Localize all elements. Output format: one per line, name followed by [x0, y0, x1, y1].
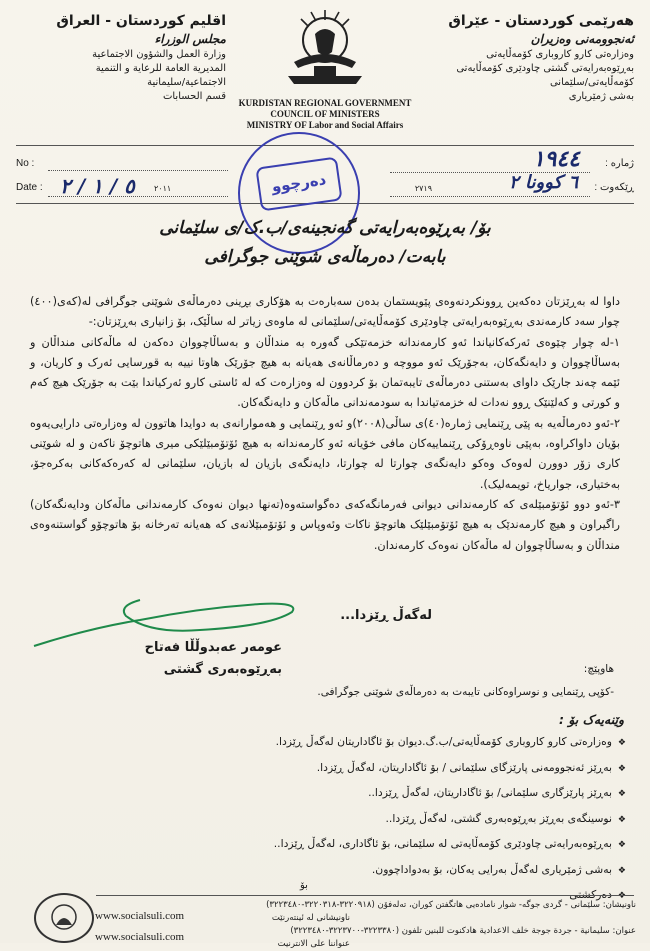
header-kurdish-line: بەشی ژمێریاری	[568, 91, 634, 102]
date-hand-right: ٦ کوونا ٢	[509, 172, 578, 193]
footer-divider	[96, 895, 634, 896]
body-intro: داوا لە بەڕێزتان دەکەین ڕوونکردنەوەی پێویستمان بدەن سەبارەت بە هۆکاری بڕینی دەرماڵەی شوێنی جوگرافی لە(کەی(٤٠٠) چوار سەد کارمەندی بەڕێوەبەرایەتی چاودێری کۆمەڵایەتی/سلێمانی لە ماوەی زیاتر لە ساڵێک، بۆ زانیاری بەڕێزتان:-	[30, 295, 620, 329]
signatory-role: بەڕێوەبەری گشتی	[163, 662, 282, 677]
date-line	[48, 196, 228, 197]
header-arabic-line: قسم الحسابات	[162, 91, 226, 102]
header-en-council: COUNCIL OF MINISTERS	[270, 109, 380, 119]
footer-line1: ناونیشان: سلێمانی - گردی جوگە- شوار نامادەیی هاتگفتن کوران، تەلەفۆن (٣٢٢٠٩١٨-٣٢٢٠٣١٨-٣٢٢٣٤٨٠)	[266, 900, 636, 910]
footer-website-2[interactable]: www.socialsuli.com	[95, 931, 185, 943]
header-kurdish-line: وەزارەتی کارو کاروباری کۆمەڵایەتی	[486, 49, 634, 60]
header-center	[225, 6, 425, 131]
cc-item: ❖نوسینگەی بەڕێز بەڕێوەبەری گشتی، لەگەڵ ڕێزدا..	[186, 807, 626, 833]
date-label: Date :	[16, 182, 43, 193]
header-kurdish-line: کۆمەڵایەتی/سلێمانی	[549, 77, 634, 88]
letter-recipient: بۆ/ بەڕێوەبەرایەتی گەنجینەی/ب.ک/ی سلێمانی	[159, 218, 491, 238]
header-arabic-line: الاجتماعية/سليمانية	[147, 77, 226, 88]
cc-item: ❖بەڕێوەبەرایەتی چاودێری کۆمەڵایەتی لە سلێمانی، بۆ ئاگاداری، لەگەڵ ڕێزدا..	[186, 832, 626, 858]
bullet-icon: ❖	[617, 891, 626, 901]
footer-web-label-ku: ناونیشانی لە ئینتەرنێت	[271, 913, 350, 923]
cc-list	[186, 730, 626, 909]
krg-emblem-icon	[280, 6, 370, 94]
no-hand: ١٩٤٤	[532, 146, 580, 172]
header-kurdish-line: بەڕێوەبەرایەتی گشتی چاودێری کۆمەڵایەتی	[456, 63, 634, 74]
ar-date-line	[390, 196, 590, 197]
header-en-ministry: MINISTRY OF Labor and Social Affairs	[246, 120, 404, 130]
letter-body	[30, 292, 620, 556]
bullet-icon: ❖	[617, 840, 626, 850]
body-point-1: ١-لە چوار چێوەی ئەرکەکانیاندا ئەو کارمەندانە خزمەتێکی گەورە بە منداڵان و بەساڵاچووان دەکەن لە ماڵەکانی منداڵان و بەساڵاچووان و دایەنگەکان، بەجۆرێک ئەو مووچە و دەرماڵانەی هەیانە بە هیچ جۆرێک هاوتا نییە بە قورسایی ئەرک و کاریان، و ئێمە چەند جارێک داوای بەستنی دەرماڵەی تایبەتمان بۆ کردوون لە وەزارەت کە لە ئاستی کارو ئەرکیاندا بێت بە جۆرێک هیچ کەم و کورتی و کەلێنێک ڕوو نەدات لە خزمەتیاندا بە سودمەندانی ماڵەکان و دایەنگەکان.	[30, 335, 620, 410]
cc-item: ❖وەزارەتی کارو کاروباری کۆمەڵایەتی/ب.گ.دیوان بۆ ئاگاداریتان لەگەڵ ڕێزدا.	[186, 730, 626, 756]
ar-date-print: ٢٧١٩	[414, 184, 432, 193]
no-label: No :	[16, 158, 35, 169]
no-line	[48, 170, 228, 171]
cc-item: ❖دەرکشتی	[186, 883, 626, 909]
bullet-icon: ❖	[617, 738, 626, 748]
body-point-2: ٢-ئەو دەرماڵەیە بە پێی ڕێنمایی ژمارە(٤٠)ی ساڵی(٢٠٠٨)و ئەو ڕێنمایی و هەموارانەی بە دوایدا هاتوون لە وەزارەتی دارایی‌یەوە بۆیان داواکراوە، بەپێی ناوەڕۆکی ڕێنماییەکان مافی خۆیانە ئەو کارمەندانە بە هیچ ئۆتۆمبێلێکی میری هاتوچۆ ناکەن و لە شوێنی کاری زۆر دوورن لەوەک وەکو دایەنگەی چوارتا لە چوارتا، دایەنگەی بازیان لە بازیان، سلێمانی لە کەرەکەکانی بەکرەجۆ، بەختیاری، جواریاخ، تویمەلیک).	[30, 416, 621, 491]
cc-item: ❖بەشی ژمێریاری لەگەڵ بەرایی یەکان، بۆ بەدواداچوون.	[186, 858, 626, 884]
ar-date-label: ڕێکەوت :	[594, 182, 634, 193]
attachment-item: -کۆپی ڕێنمایی و نوسراوەکانی تایبەت بە دەرماڵەی شوێنی جوگرافی.	[317, 686, 614, 698]
footer-website-1[interactable]: www.socialsuli.com	[95, 910, 185, 922]
date-year: ٢٠١١	[154, 184, 172, 193]
header-arabic-council: مجلس الوزراء	[154, 32, 226, 46]
closing-text: لەگەڵ ڕێزدا...	[340, 608, 432, 623]
header-arabic-line: المديرية العامة للرعاية و التنمية	[95, 63, 226, 74]
header-kurdish-council: ئەنجوومەنی وەزیران	[530, 32, 634, 46]
footer-web-label-ar: عنواننا على الانترنيت	[277, 939, 350, 949]
header-arabic	[16, 12, 226, 104]
bullet-icon: ❖	[617, 789, 626, 799]
letter-subject: بابەت/ دەرماڵەی شوێنی جوگرافی	[204, 247, 446, 267]
bullet-icon: ❖	[617, 865, 626, 876]
cc-item: ❖بەڕێز ئەنجوومەنی پارێزگای سلێمانی / بۆ ئاگاداریتان، لەگەڵ ڕێزدا.	[186, 756, 626, 782]
cc-label: وێنەیەک بۆ :	[559, 712, 624, 727]
cc-item: ❖بەڕێز پارێزگاری سلێمانی/ بۆ ئاگاداریتان، لەگەڵ ڕێزدا..	[186, 781, 626, 807]
bullet-icon: ❖	[617, 763, 626, 774]
date-hand-left: ٥ / ١ / ٢	[60, 174, 135, 198]
stamp-text: دەرچوو	[255, 157, 342, 212]
bullet-icon: ❖	[617, 814, 626, 825]
attachment-label: هاوپێچ:	[583, 663, 614, 675]
footer-bo: بۆ	[300, 880, 308, 891]
header-kurdish-region: هەرێمی کوردستان - عێراق	[448, 13, 634, 29]
body-point-3: ٣-ئەو دوو ئۆتۆمبێلەی کە کارمەندانی دیوانی فەرمانگەکەی دەگواستەوە(تەنها دیوان نەوەک کارمەندانی ماڵەکان ودایەنگەکان) راگیراون و هیچ کارمەندێک بە هیچ ئۆتۆمبێلێک هاتوچۆ ناکات وئەوپاس و ئۆتۆمبێلانەی کە هەیانە تەرخانە بۆ هاتوچۆو گواستنەوەی منداڵان و بەساڵاچووان لە ماڵەکان نەوەک کارمەندان.	[30, 497, 620, 552]
header-kurdish	[424, 12, 634, 104]
header-arabic-region: اقليم كوردستان - العراق	[56, 13, 226, 29]
footer-line2: عنوان: سليمانية - جردة جوجة خلف الاعدادية هادكنوت للبنين تلفون (٣٢٢٣٣٨٠-٣٢٢٣٧٠٠-٣٢٢٣٤٨٠)	[290, 926, 636, 936]
footer-logo-icon	[34, 893, 94, 943]
ar-no-label: ژمارە :	[605, 158, 634, 169]
header-en-krg: KURDISTAN REGIONAL GOVERNMENT	[238, 98, 412, 108]
header-arabic-line: وزارة العمل والشؤون الاجتماعية	[92, 49, 226, 60]
signatory-name: عومەر عەبدوڵڵا فەتاح	[144, 640, 282, 655]
